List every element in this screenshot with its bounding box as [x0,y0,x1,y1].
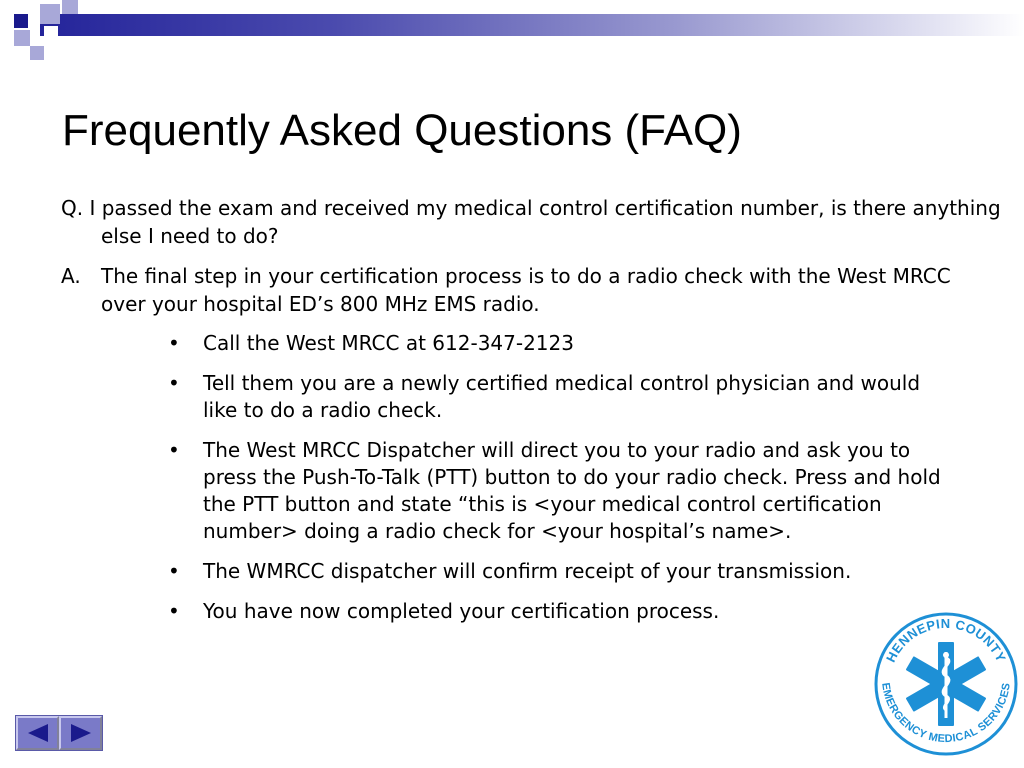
faq-question [61,194,1001,250]
list-item [168,330,958,357]
logo-top-text: HENNEPIN COUNTY [883,615,1009,665]
slide-title: Frequently Asked Questions (FAQ) [62,106,742,155]
list-item [168,370,958,424]
steps-list [168,330,958,638]
hennepin-ems-logo [874,612,1018,756]
deco-square [40,4,60,24]
answer-text: The final step in your certification process is to do a radio check with the West MRCC over your hospital ED’s 800 MHz EMS radio. [101,264,951,316]
answer-prefix: A. [61,264,81,288]
list-item-text: The West MRCC Dispatcher will direct you to your radio and ask you to press the Push-To-Talk (PTT) button to do your radio check. Press and hold the PTT button and state “this is <your medical control certification number> doing a radio check for <your hospital’s name>. [203,438,941,543]
arrow-right-icon [67,722,95,744]
deco-square [30,46,44,60]
faq-answer [61,262,1001,318]
previous-slide-button[interactable] [16,716,59,750]
bullet-dot: • [168,599,180,623]
question-prefix: Q. [61,196,84,220]
bullet-dot: • [168,331,180,355]
list-item-text: The WMRCC dispatcher will confirm receipt of your transmission. [203,559,852,583]
bullet-dot: • [168,371,180,395]
next-slide-button[interactable] [59,716,102,750]
deco-square [44,26,58,40]
header-gradient-bar [40,14,1024,36]
list-item-text: Call the West MRCC at 612-347-2123 [203,331,574,355]
bullet-dot: • [168,559,180,583]
deco-square [14,14,28,28]
list-item [168,437,958,545]
list-item [168,598,958,625]
arrow-left-icon [24,722,52,744]
slide-navigation [15,715,103,751]
bullet-dot: • [168,438,180,462]
list-item-text: You have now completed your certification process. [203,599,720,623]
list-item [168,558,958,585]
question-text: I passed the exam and received my medical control certification number, is there anything else I need to do? [89,196,1001,248]
deco-square [14,30,30,46]
logo-bottom-text: EMERGENCY MEDICAL SERVICES [879,682,1013,746]
list-item-text: Tell them you are a newly certified medical control physician and would like to do a radio check. [203,371,921,422]
deco-square [62,0,78,14]
